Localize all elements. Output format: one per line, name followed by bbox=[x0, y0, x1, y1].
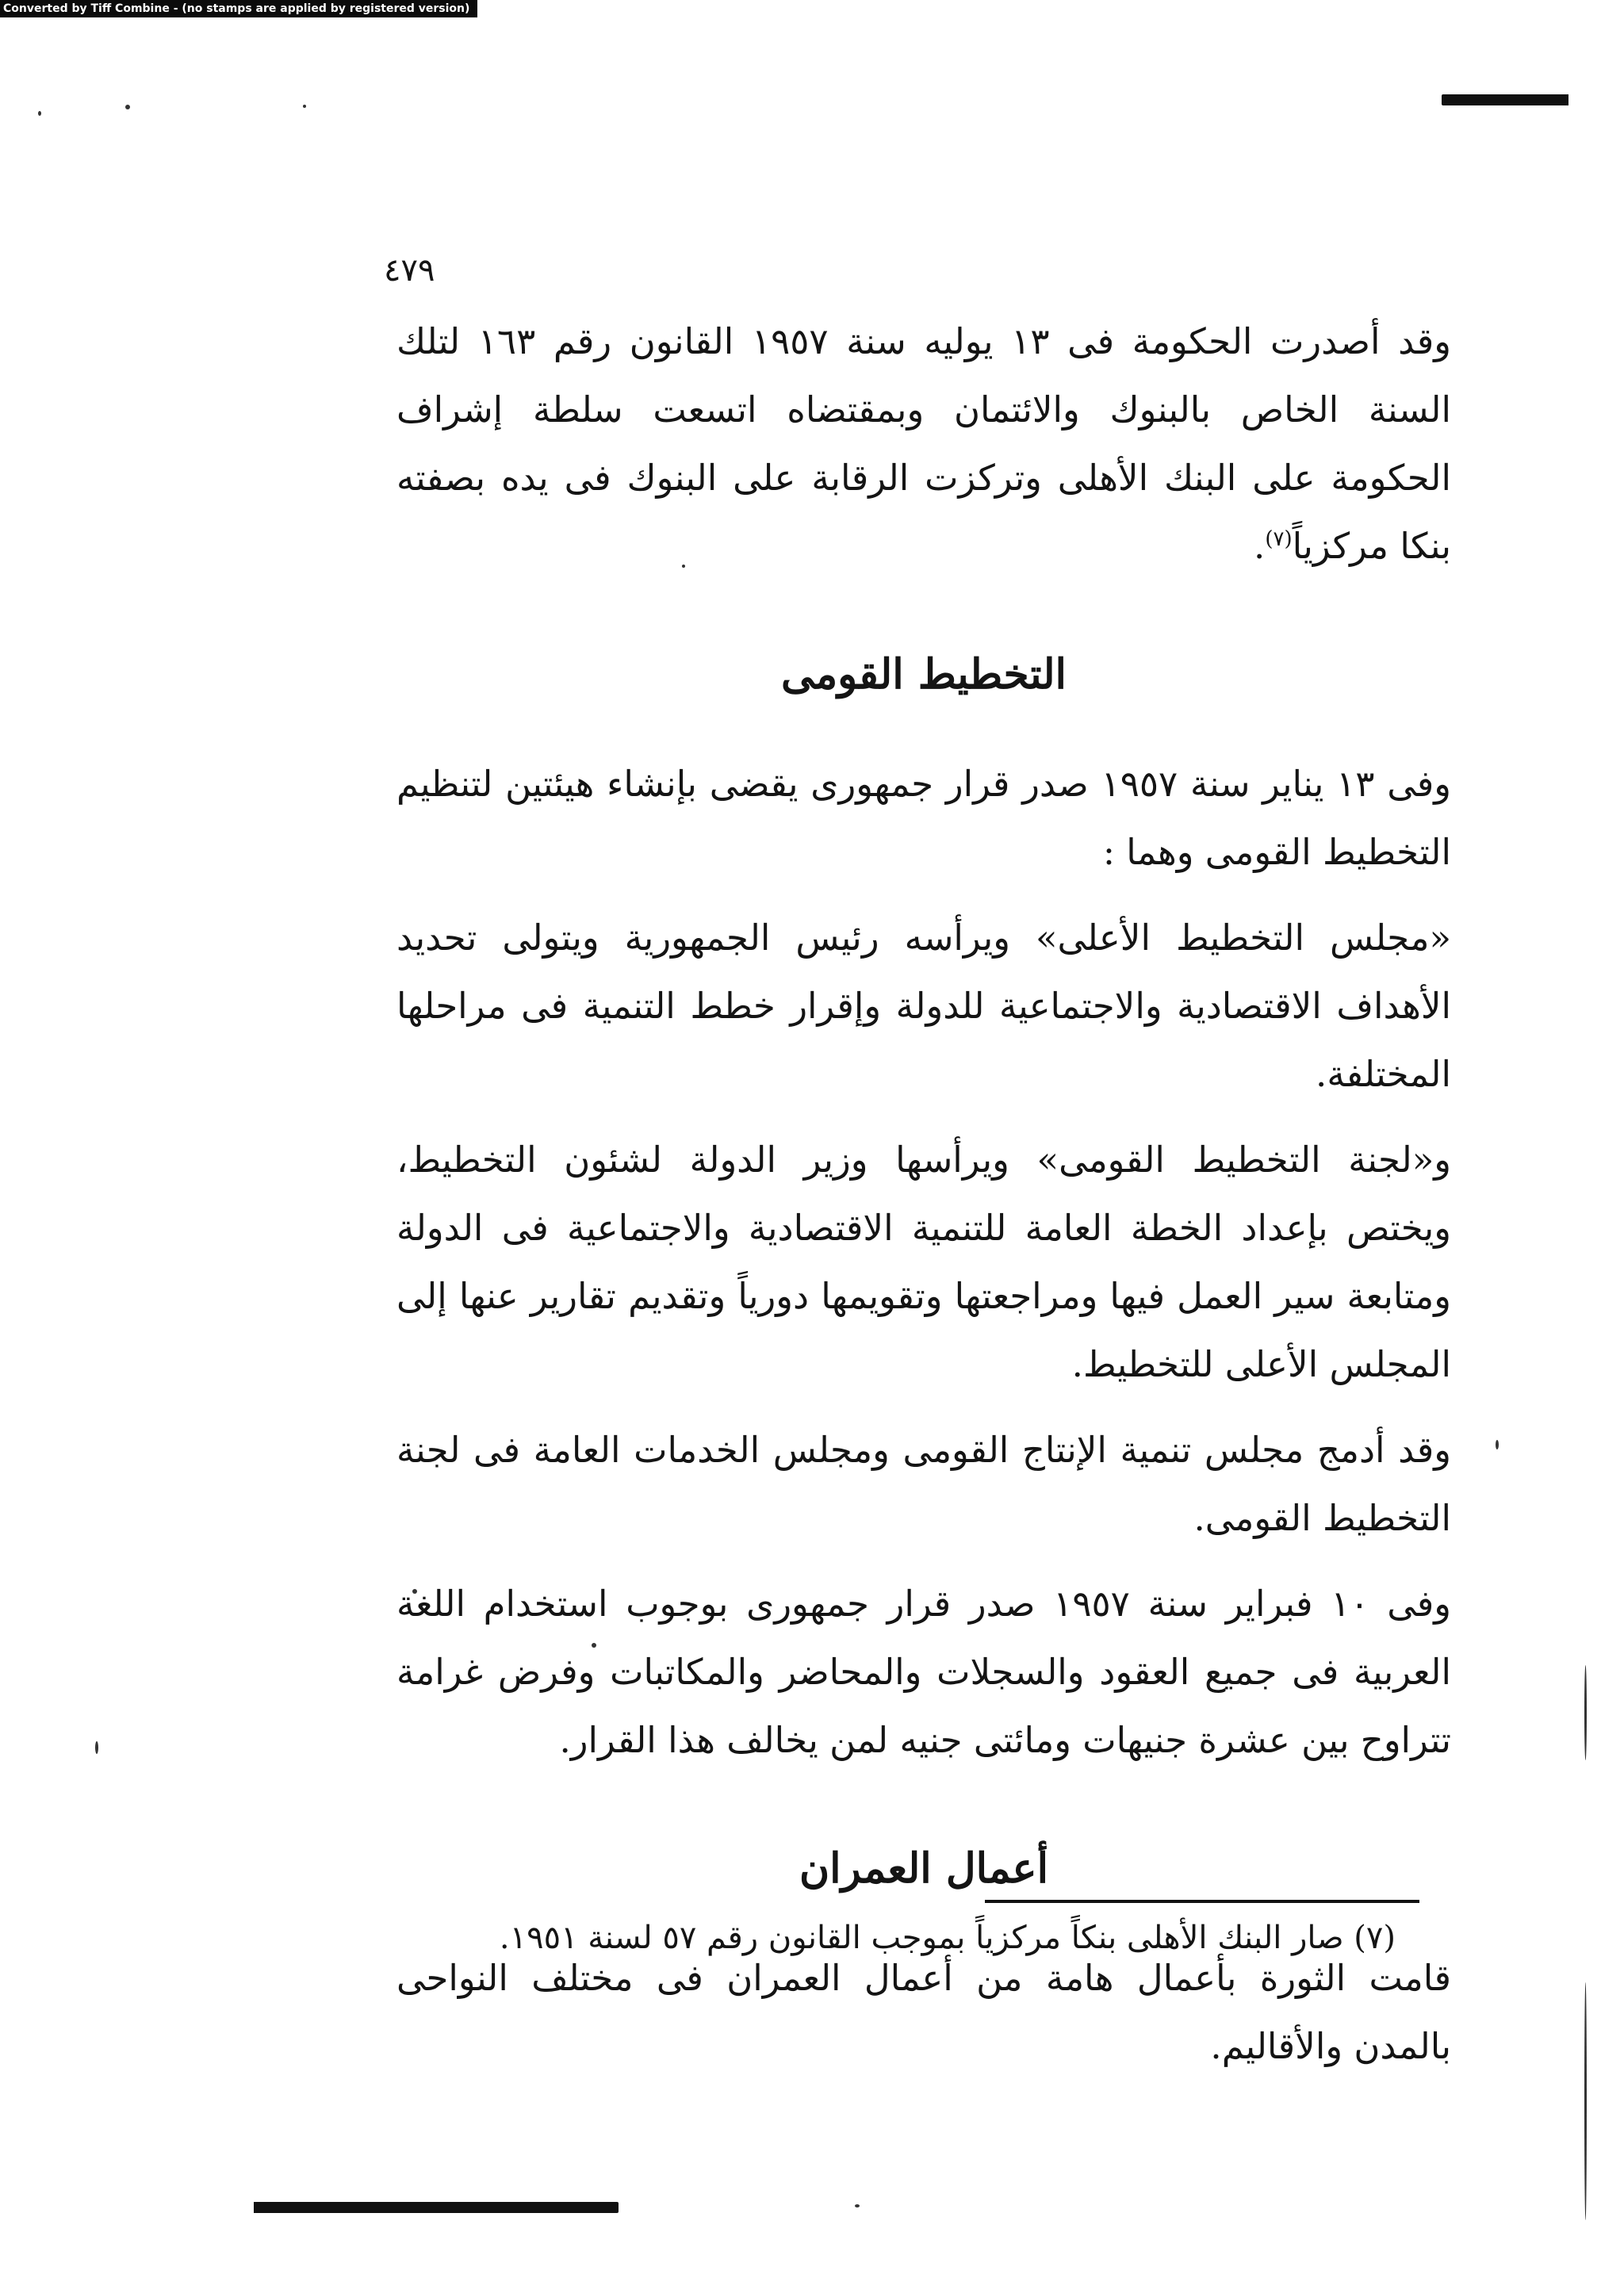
scan-speck bbox=[125, 105, 130, 109]
paragraph: و«لجنة التخطيط القومى» ويرأسها وزير الدولة لشئون التخطيط، ويختص بإعداد الخطة العامة للتنمية الاقتصادية والاجتماعية فى الدولة ومتابعة سير العمل فيها ومراجعتها وتقويمها دورياً وتقديم تقارير عنها إلى المجلس الأعلى للتخطيط. bbox=[396, 1139, 1451, 1385]
paragraph: وقد أدمج مجلس تنمية الإنتاج القومى ومجلس الخدمات العامة فى لجنة التخطيط القومى. bbox=[396, 1429, 1451, 1539]
paragraph: وفى ١٣ يناير سنة ١٩٥٧ صدر قرار جمهورى يقضى بإنشاء هيئتين لتنظيم التخطيط القومى وهما : bbox=[396, 763, 1451, 873]
paragraph: قامت الثورة بأعمال هامة من أعمال العمران فى مختلف النواحى بالمدن والأقاليم. bbox=[396, 1957, 1451, 2067]
page-number: ٤٧٩ bbox=[384, 252, 435, 289]
converter-banner: Converted by Tiff Combine - (no stamps are applied by registered version) bbox=[0, 0, 477, 17]
scan-speck bbox=[1584, 1665, 1587, 1760]
scan-speck bbox=[1496, 1440, 1499, 1449]
scan-speck bbox=[1584, 1982, 1587, 2220]
scan-speck bbox=[303, 105, 306, 108]
paragraph: «مجلس التخطيط الأعلى» ويرأسه رئيس الجمهورية ويتولى تحديد الأهداف الاقتصادية والاجتماعية للدولة وإقرار خطط التنمية فى مراحلها المختلفة. bbox=[396, 917, 1451, 1095]
scan-speck bbox=[855, 2204, 860, 2207]
scan-speck bbox=[95, 1741, 98, 1754]
scan-speck bbox=[38, 111, 41, 116]
top-scan-rule bbox=[1442, 94, 1568, 105]
intro-paragraph: وقد أصدرت الحكومة فى ١٣ يوليه سنة ١٩٥٧ القانون رقم ١٦٣ لتلك السنة الخاص بالبنوك والائتمان وبمقتضاه اتسعت سلطة إشراف الحكومة على البنك الأهلى وتركزت الرقابة على البنوك فى يده بصفته بنكا مركزياً$^{(٧)}$. bbox=[396, 320, 1451, 567]
footnote-reference: (٧) bbox=[1265, 527, 1293, 551]
main-text bbox=[396, 308, 1451, 2098]
bottom-scan-rule bbox=[254, 2202, 619, 2213]
section-heading-national-planning: التخطيط القومى bbox=[780, 650, 1067, 699]
footnote: (٧) صار البنك الأهلى بنكاً مركزياً بموجب القانون رقم ٥٧ لسنة ١٩٥١. bbox=[499, 1920, 1396, 1956]
footnote-divider bbox=[985, 1900, 1419, 1903]
paragraph: وفى ١٠ فبراير سنة ١٩٥٧ صدر قرار جمهورى بوجوب استخدام اللغة العربية فى جميع العقود والسجلات والمحاضر والمكاتبات وفرض غرامة تتراوح بين عشرة جنيهات ومائتى جنيه لمن يخالف هذا القرار. bbox=[396, 1583, 1451, 1761]
section-heading-construction-works: أعمال العمران bbox=[799, 1844, 1049, 1893]
